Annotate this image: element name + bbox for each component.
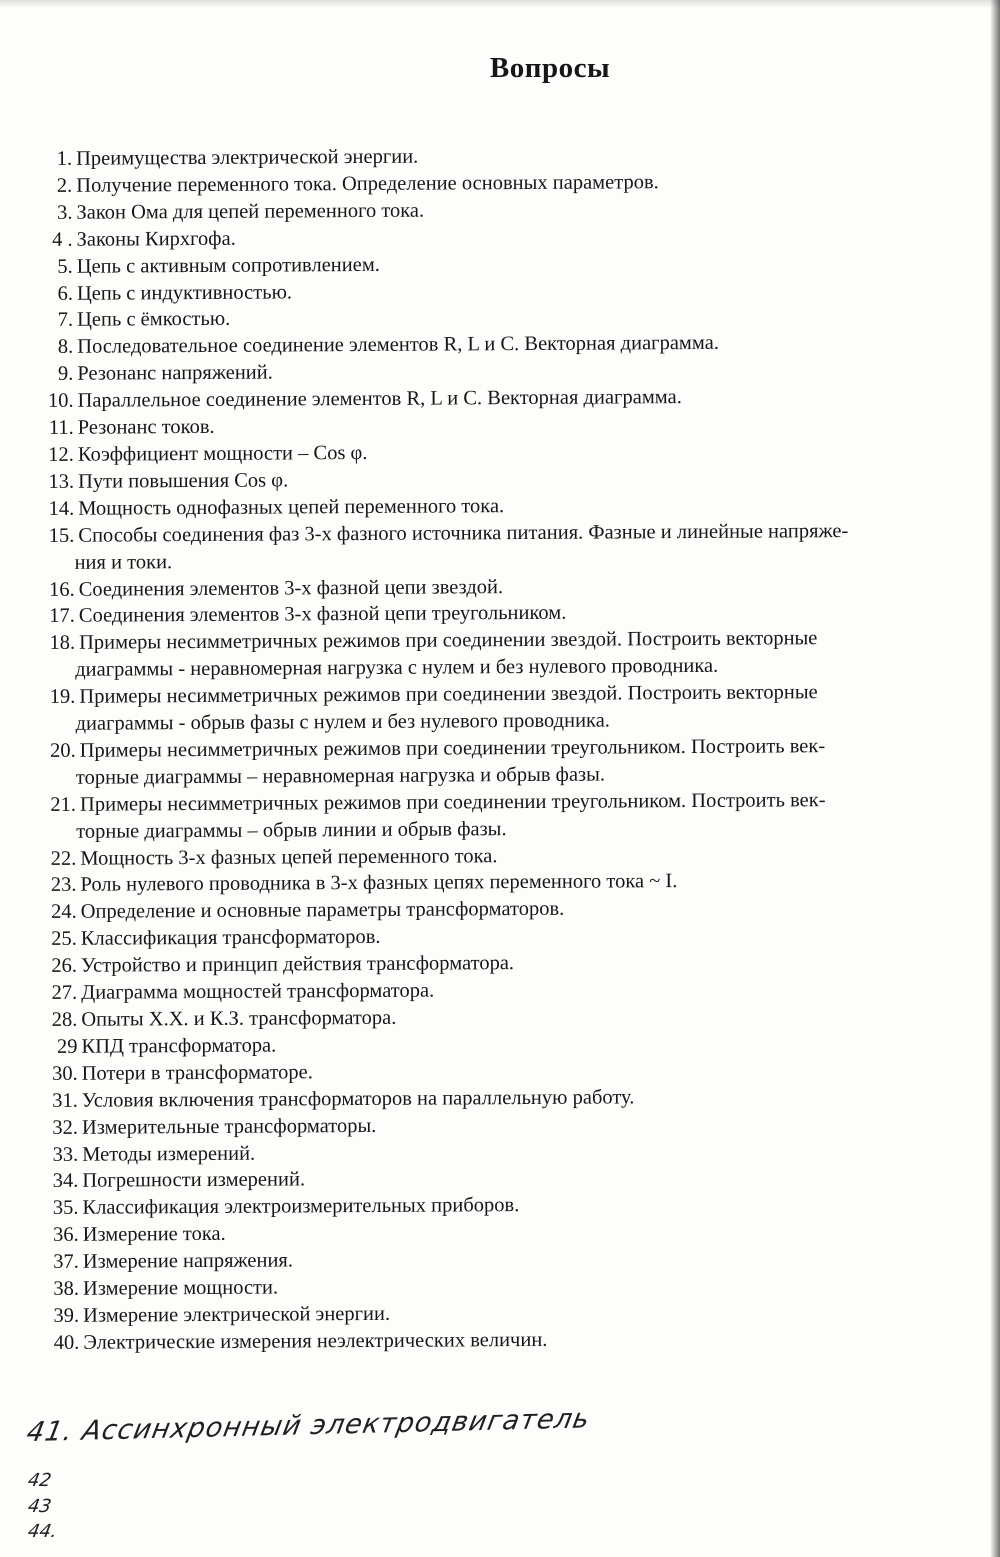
question-number: 12. — [48, 443, 74, 466]
question-number: 29 — [56, 1035, 78, 1058]
question-number: 1. — [56, 147, 73, 170]
question-number: 22. — [50, 847, 77, 870]
handwritten-number-44: 44. — [26, 1521, 59, 1542]
handwritten-number-42: 42 — [26, 1470, 53, 1491]
question-list — [34, 140, 996, 1357]
handwritten-item-41: 41. Ассинхронный электродвигатель — [24, 1403, 593, 1449]
scan-top-shadow — [0, 0, 1000, 8]
question-text: Устройство и принцип действия трансформатора. — [80, 952, 515, 977]
question-text-continuation: торные диаграммы – обрыв линии и обрыв фазы. — [76, 817, 507, 843]
question-text: Измерение напряжения. — [82, 1249, 294, 1273]
question-number: 17. — [49, 605, 75, 628]
question-number: 24. — [50, 901, 77, 924]
question-number: 39. — [53, 1304, 80, 1327]
question-number: 25. — [51, 928, 77, 951]
question-text: Роль нулевого проводника в 3-х фазных цепях переменного тока ~ I. — [80, 870, 678, 897]
question-number: 31. — [52, 1089, 78, 1112]
question-number: 9. — [57, 363, 74, 386]
question-text: Цепь с ёмкостью. — [76, 308, 231, 332]
question-number: 34. — [52, 1170, 79, 1193]
question-text: Мощность 3-х фазных цепей переменного тока. — [80, 844, 498, 870]
question-text: Потери в трансформаторе. — [81, 1061, 313, 1085]
question-text: Законы Кирхгофа. — [76, 227, 236, 251]
question-item — [41, 1324, 996, 1357]
question-number: 8. — [57, 336, 74, 359]
question-number: 35. — [52, 1197, 79, 1220]
question-number: 7. — [57, 309, 74, 332]
question-text: Мощность однофазных цепей переменного тока. — [78, 494, 505, 520]
question-text: Условия включения трансформаторов на параллельную работу. — [81, 1086, 635, 1112]
question-text: Пути повышения Cos φ. — [77, 469, 289, 493]
question-text: Классификация трансформаторов. — [80, 926, 381, 951]
question-text: Опыты Х.Х. и К.З. трансформатора. — [81, 1006, 397, 1031]
page-title: Вопросы — [489, 52, 611, 84]
question-number: 40. — [53, 1331, 80, 1354]
question-text: Измерение тока. — [82, 1223, 226, 1246]
question-text: Способы соединения фаз 3-х фазного источника питания. Фазные и линейные напряже- — [78, 519, 849, 547]
question-number: 15. — [48, 524, 75, 547]
question-text-continuation: ния и токи. — [74, 550, 173, 574]
question-text: Резонанс токов. — [77, 415, 215, 439]
question-number: 13. — [48, 470, 75, 493]
question-number: 28. — [51, 1008, 78, 1031]
question-text: Цепь с индуктивностью. — [76, 280, 293, 305]
question-text: Резонанс напряжений. — [77, 361, 273, 385]
question-text: Преимущества электрической энергии. — [76, 145, 419, 170]
question-number: 19. — [49, 685, 76, 709]
question-text: Получение переменного тока. Определение основных параметров. — [76, 171, 659, 197]
question-text: Измерение электрической энергии. — [83, 1302, 391, 1327]
question-text-continuation: торные диаграммы – неравномерная нагрузка и обрыв фазы. — [75, 763, 606, 789]
question-number: 20. — [50, 739, 76, 762]
question-number: 33. — [52, 1143, 79, 1166]
question-number: 37. — [53, 1250, 79, 1274]
question-text: Примеры несимметричных режимов при соединении треугольником. Построить век- — [79, 788, 826, 816]
question-text: Методы измерений. — [82, 1142, 256, 1166]
question-text: Последовательное соединение элементов R, L и С. Векторная диаграмма. — [77, 332, 720, 359]
question-number: 14. — [48, 497, 75, 520]
question-text: Параллельное соединение элементов R, L и С. Векторная диаграмма. — [77, 386, 682, 412]
question-text: Закон Ома для цепей переменного тока. — [76, 199, 425, 224]
question-text: Измерительные трансформаторы. — [81, 1114, 377, 1139]
question-text: Измерение мощности. — [82, 1276, 279, 1300]
question-text: Примеры несимметричных режимов при соединении звездой. Построить векторные — [78, 627, 818, 655]
question-number: 11. — [48, 416, 74, 439]
question-number: 16. — [49, 578, 75, 601]
question-number: 6. — [57, 282, 73, 305]
question-text-continuation: диаграммы - обрыв фазы с нулем и без нулевого проводника. — [75, 709, 610, 735]
question-number: 36. — [52, 1223, 79, 1247]
question-number: 5. — [57, 255, 73, 278]
question-text: Погрешности измерений. — [82, 1168, 306, 1193]
question-text: Цепь с активным сопротивлением. — [76, 253, 380, 278]
question-text: Соединения элементов 3-х фазной цепи треугольником. — [78, 602, 567, 628]
question-number: 4 . — [52, 228, 73, 251]
question-number: 18. — [49, 632, 76, 655]
question-number: 26. — [51, 954, 78, 978]
question-number: 23. — [50, 874, 77, 897]
question-text: Соединения элементов 3-х фазной цепи звездой. — [78, 575, 504, 601]
question-text-continuation: диаграммы - неравномерная нагрузка с нулем и без нулевого проводника. — [75, 655, 719, 681]
question-number: 10. — [47, 389, 74, 413]
question-number: 27. — [51, 981, 78, 1005]
question-number: 38. — [53, 1277, 80, 1300]
question-text: Примеры несимметричных режимов при соединении треугольником. Построить век- — [79, 735, 826, 762]
question-text: Определение и основные параметры трансформаторов. — [80, 898, 565, 924]
question-text: Примеры несимметричных режимов при соединении звездой. Построить векторные — [79, 681, 818, 708]
question-number: 32. — [52, 1116, 79, 1139]
question-text: КПД трансформатора. — [81, 1034, 277, 1058]
question-text: Коэффициент мощности – Cos φ. — [77, 441, 368, 466]
question-text: Электрические измерения неэлектрических величин. — [83, 1328, 548, 1354]
question-text: Диаграмма мощностей трансформатора. — [81, 979, 435, 1004]
question-number: 2. — [56, 174, 73, 197]
question-number: 21. — [50, 793, 77, 816]
handwritten-number-43: 43 — [26, 1496, 53, 1517]
question-number: 30. — [51, 1062, 78, 1085]
question-text: Классификация электроизмерительных приборов. — [82, 1194, 520, 1220]
question-number: 3. — [56, 201, 73, 224]
